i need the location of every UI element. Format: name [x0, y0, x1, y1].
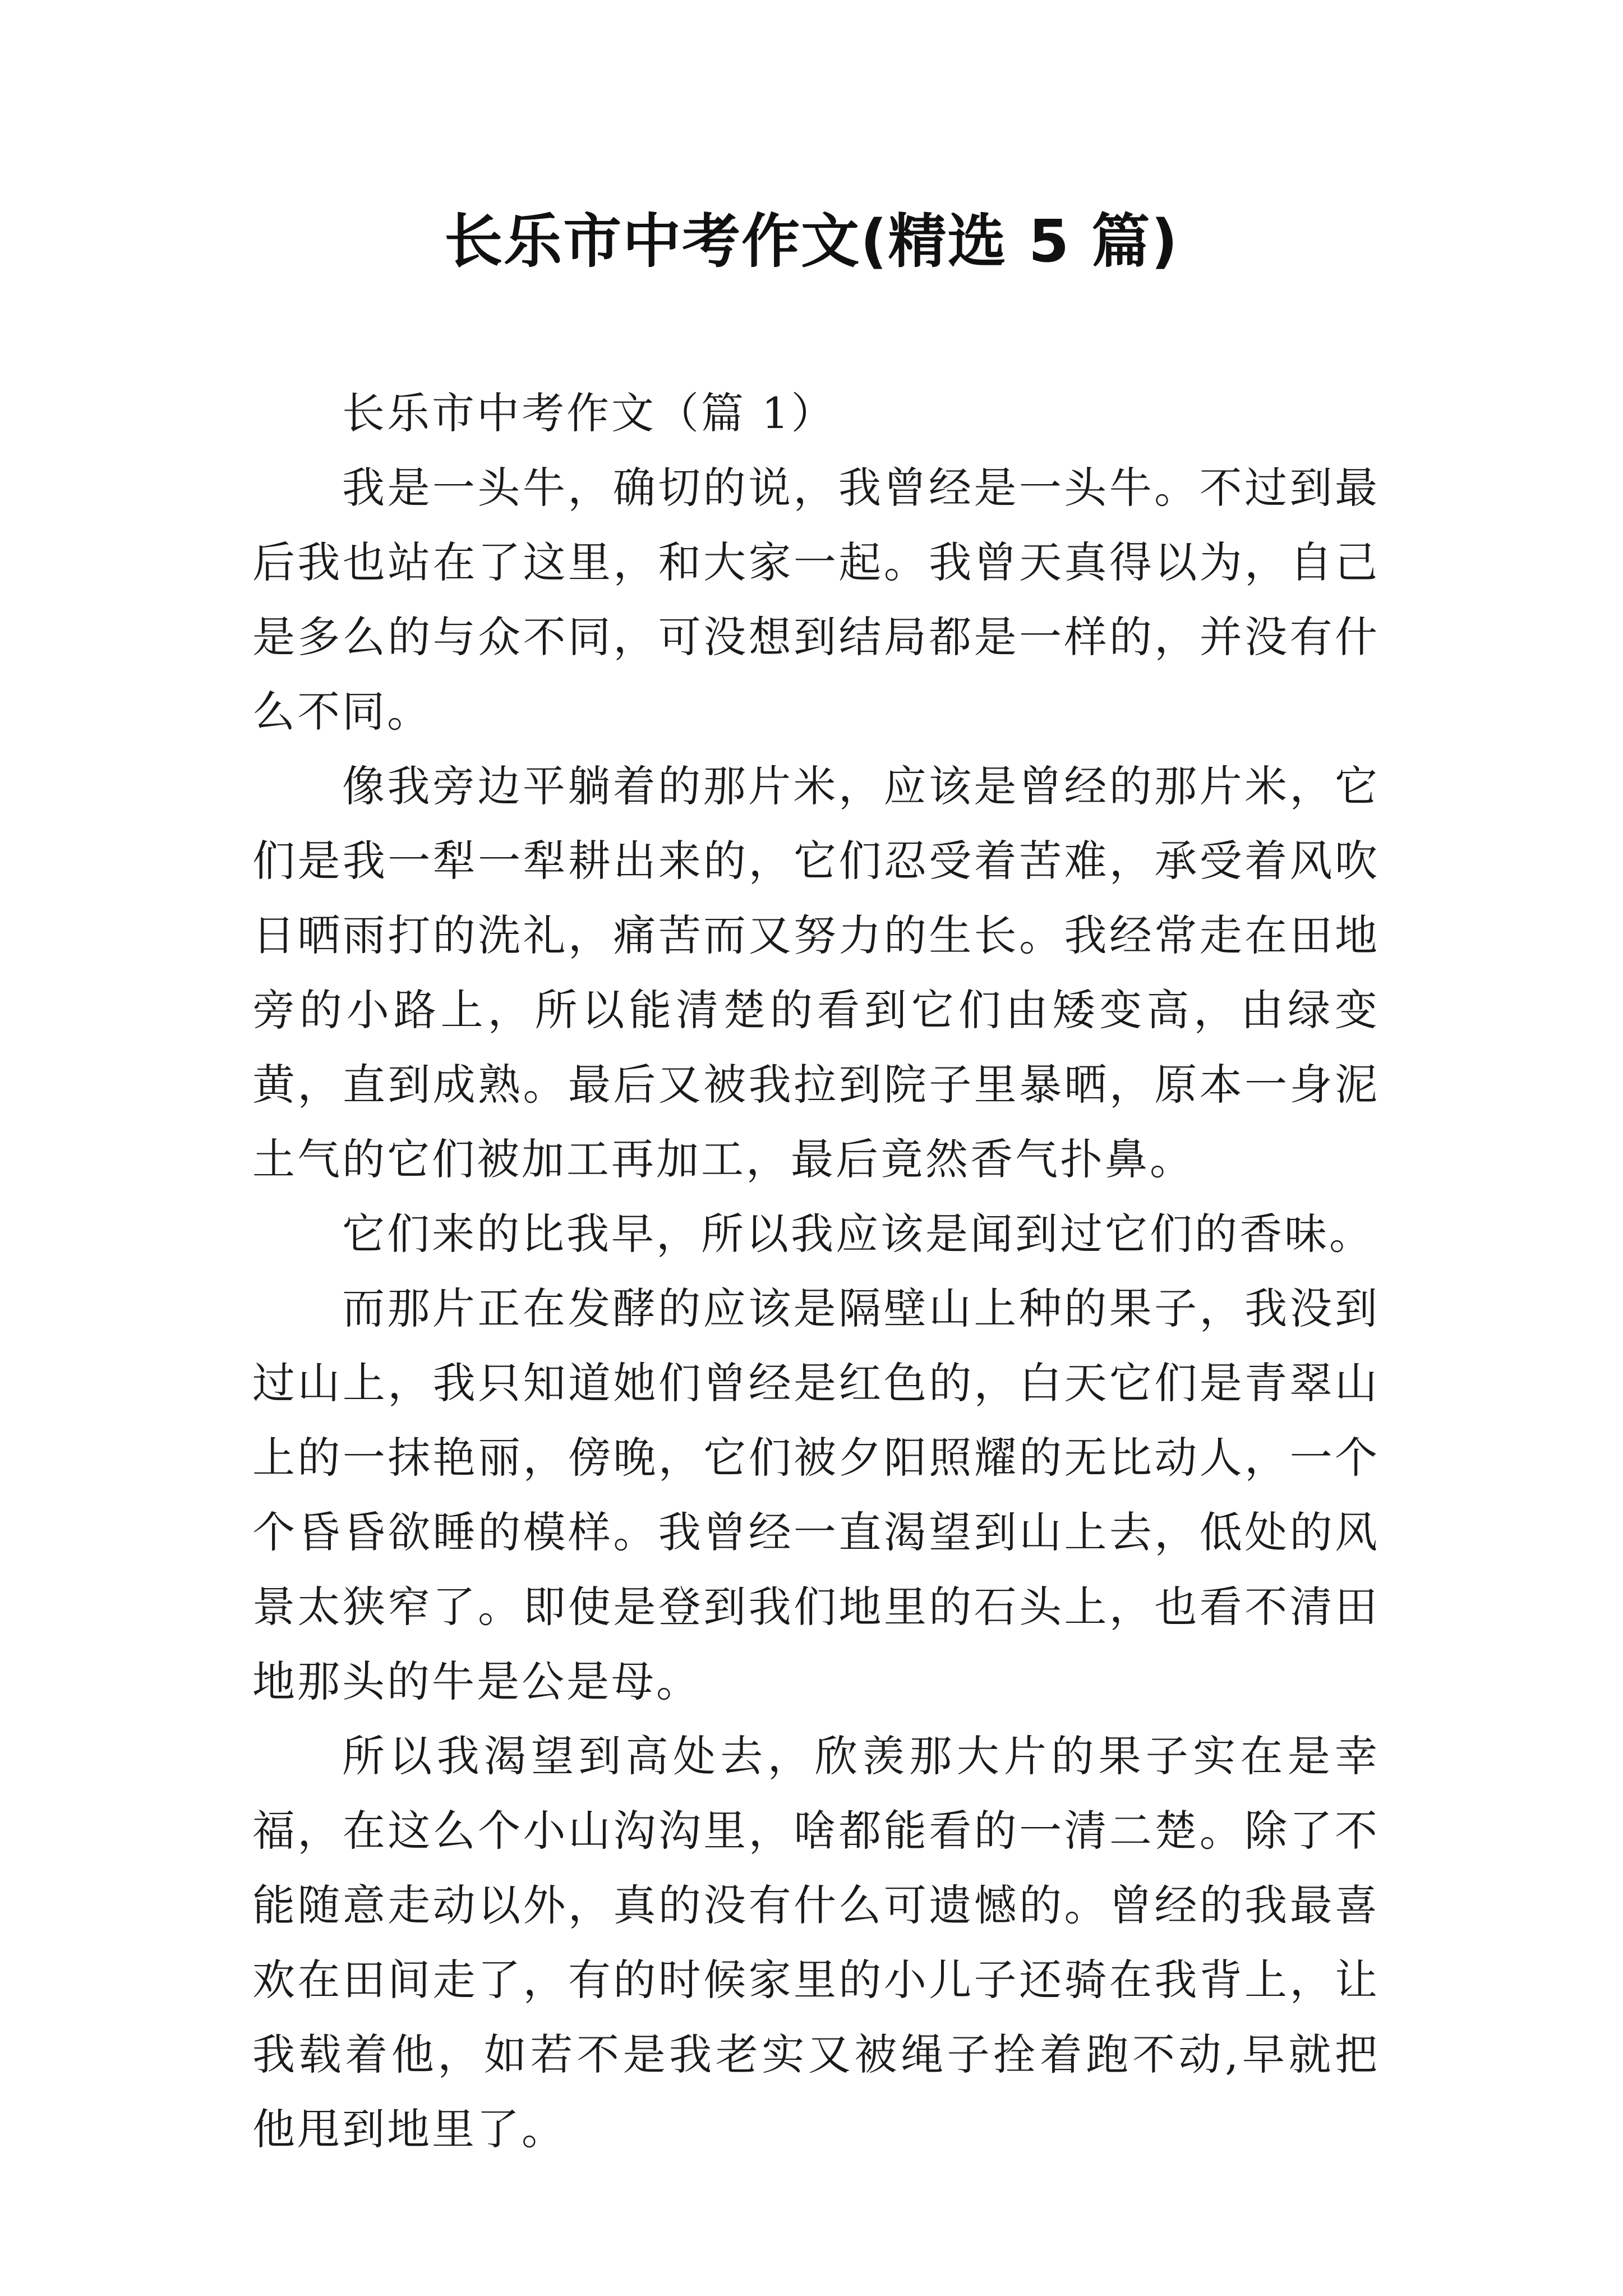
document-body: [252, 376, 1380, 2166]
section-heading: 长乐市中考作文（篇 1）: [342, 388, 836, 438]
paragraph-5: 所以我渴望到高处去，欣羡那大片的果子实在是幸福，在这么个小山沟沟里，啥都能看的一清二楚。除了不能随意走动以外，真的没有什么可遗憾的。曾经的我最喜欢在田间走了，有的时候家里的小儿子还骑在我背上，让我载着他，如若不是我老实又被绳子拴着跑不动,早就把他甩到地里了。: [252, 1731, 1380, 2154]
paragraph-1: 我是一头牛，确切的说，我曾经是一头牛。不过到最后我也站在了这里，和大家一起。我曾天真得以为，自己是多么的与众不同，可没想到结局都是一样的，并没有什么不同。: [252, 463, 1380, 737]
paragraph-4: 而那片正在发酵的应该是隔壁山上种的果子，我没到过山上，我只知道她们曾经是红色的，白天它们是青翠山上的一抹艳丽，傍晚，它们被夕阳照耀的无比动人，一个个昏昏欲睡的模样。我曾经一直渴望到山上去，低处的风景太狭窄了。即使是登到我们地里的石头上，也看不清田地那头的牛是公是母。: [252, 1283, 1380, 1706]
paragraph-2: 像我旁边平躺着的那片米，应该是曾经的那片米，它们是我一犁一犁耕出来的，它们忍受着苦难，承受着风吹日晒雨打的洗礼，痛苦而又努力的生长。我经常走在田地旁的小路上，所以能清楚的看到它们由矮变高，由绿变黄，直到成熟。最后又被我拉到院子里暴晒，原本一身泥土气的它们被加工再加工，最后竟然香气扑鼻。: [252, 761, 1380, 1184]
document-title: 长乐市中考作文(精选 5 篇): [444, 207, 1179, 275]
paragraph-3: 它们来的比我早，所以我应该是闻到过它们的香味。: [342, 1209, 1374, 1259]
